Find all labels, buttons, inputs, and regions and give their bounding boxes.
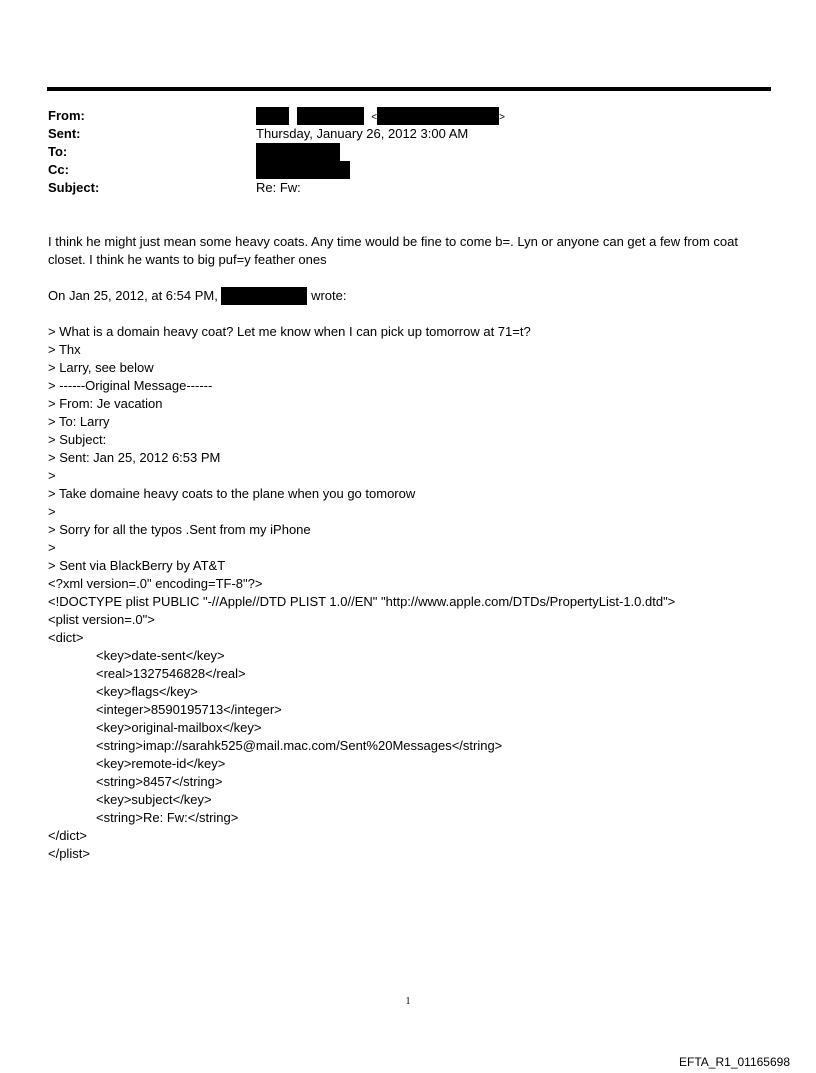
- redaction-box: [377, 107, 499, 125]
- xml-line: <plist version=.0">: [48, 612, 155, 627]
- header-rule: [47, 87, 771, 91]
- sent-value: Thursday, January 26, 2012 3:00 AM: [256, 126, 469, 141]
- xml-line: </dict>: [48, 828, 88, 843]
- subject-value: Re: Fw:: [256, 180, 301, 195]
- body-line: I think he might just mean some heavy coats. Any time would be fine to come b=. Lyn or anyone can get a few from coat: [48, 234, 738, 249]
- quoted-line: > To: Larry: [48, 414, 110, 429]
- redaction-box: [297, 107, 364, 125]
- xml-line: <?xml version=.0" encoding=TF-8"?>: [48, 576, 263, 591]
- from-lt: <: [371, 112, 378, 123]
- xml-line: <real>1327546828</real>: [96, 666, 246, 681]
- quoted-line: > Sent via BlackBerry by AT&T: [48, 558, 226, 573]
- body-line: closet. I think he wants to big puf=y feather ones: [48, 252, 327, 267]
- quoted-line: > Take domaine heavy coats to the plane when you go tomorow: [48, 486, 416, 501]
- quoted-line: > What is a domain heavy coat? Let me know when I can pick up tomorrow at 71=t?: [48, 324, 531, 339]
- xml-line: <key>original-mailbox</key>: [96, 720, 262, 735]
- xml-line: </plist>: [48, 846, 90, 861]
- cc-redaction: [256, 161, 350, 179]
- page-number: 1: [405, 996, 411, 1007]
- from-gt: >: [499, 112, 505, 123]
- xml-line: <key>flags</key>: [96, 684, 198, 699]
- quoted-line: > Sent: Jan 25, 2012 6:53 PM: [48, 450, 221, 465]
- xml-line: <key>subject</key>: [96, 792, 212, 807]
- quoted-line: >: [48, 468, 56, 483]
- quoted-line: >: [48, 504, 56, 519]
- attribution-suffix: wrote:: [311, 288, 347, 303]
- xml-line: <!DOCTYPE plist PUBLIC "-//Apple//DTD PLIST 1.0//EN" "http://www.apple.com/DTDs/PropertyList-1.0.dtd">: [48, 594, 676, 609]
- xml-line: <dict>: [48, 630, 84, 645]
- quoted-line: > ------Original Message------: [48, 378, 213, 393]
- subject-label: Subject:: [48, 180, 100, 195]
- quoted-line: > Sorry for all the typos .Sent from my iPhone: [48, 522, 311, 537]
- from-value: [256, 107, 505, 127]
- quoted-line: >: [48, 540, 56, 555]
- redaction-box: [221, 287, 307, 305]
- attribution-line: [48, 287, 347, 305]
- redaction-box: [256, 107, 289, 125]
- quoted-line: > From: Je vacation: [48, 396, 163, 411]
- from-label: From:: [48, 108, 85, 123]
- xml-line: <key>date-sent</key>: [96, 648, 225, 663]
- attribution-prefix: On Jan 25, 2012, at 6:54 PM,: [48, 288, 218, 303]
- xml-line: <integer>8590195713</integer>: [96, 702, 282, 717]
- quoted-line: > Larry, see below: [48, 360, 154, 375]
- quoted-line: > Thx: [48, 342, 81, 357]
- xml-line: <key>remote-id</key>: [96, 756, 226, 771]
- sent-label: Sent:: [48, 126, 81, 141]
- xml-line: <string>imap://sarahk525@mail.mac.com/Sent%20Messages</string>: [96, 738, 503, 753]
- to-label: To:: [48, 144, 68, 159]
- quoted-line: > Subject:: [48, 432, 107, 447]
- xml-line: <string>8457</string>: [96, 774, 223, 789]
- xml-line: <string>Re: Fw:</string>: [96, 810, 239, 825]
- document-id: EFTA_R1_01165698: [679, 1055, 790, 1069]
- cc-label: Cc:: [48, 162, 69, 177]
- to-redaction: [256, 143, 340, 161]
